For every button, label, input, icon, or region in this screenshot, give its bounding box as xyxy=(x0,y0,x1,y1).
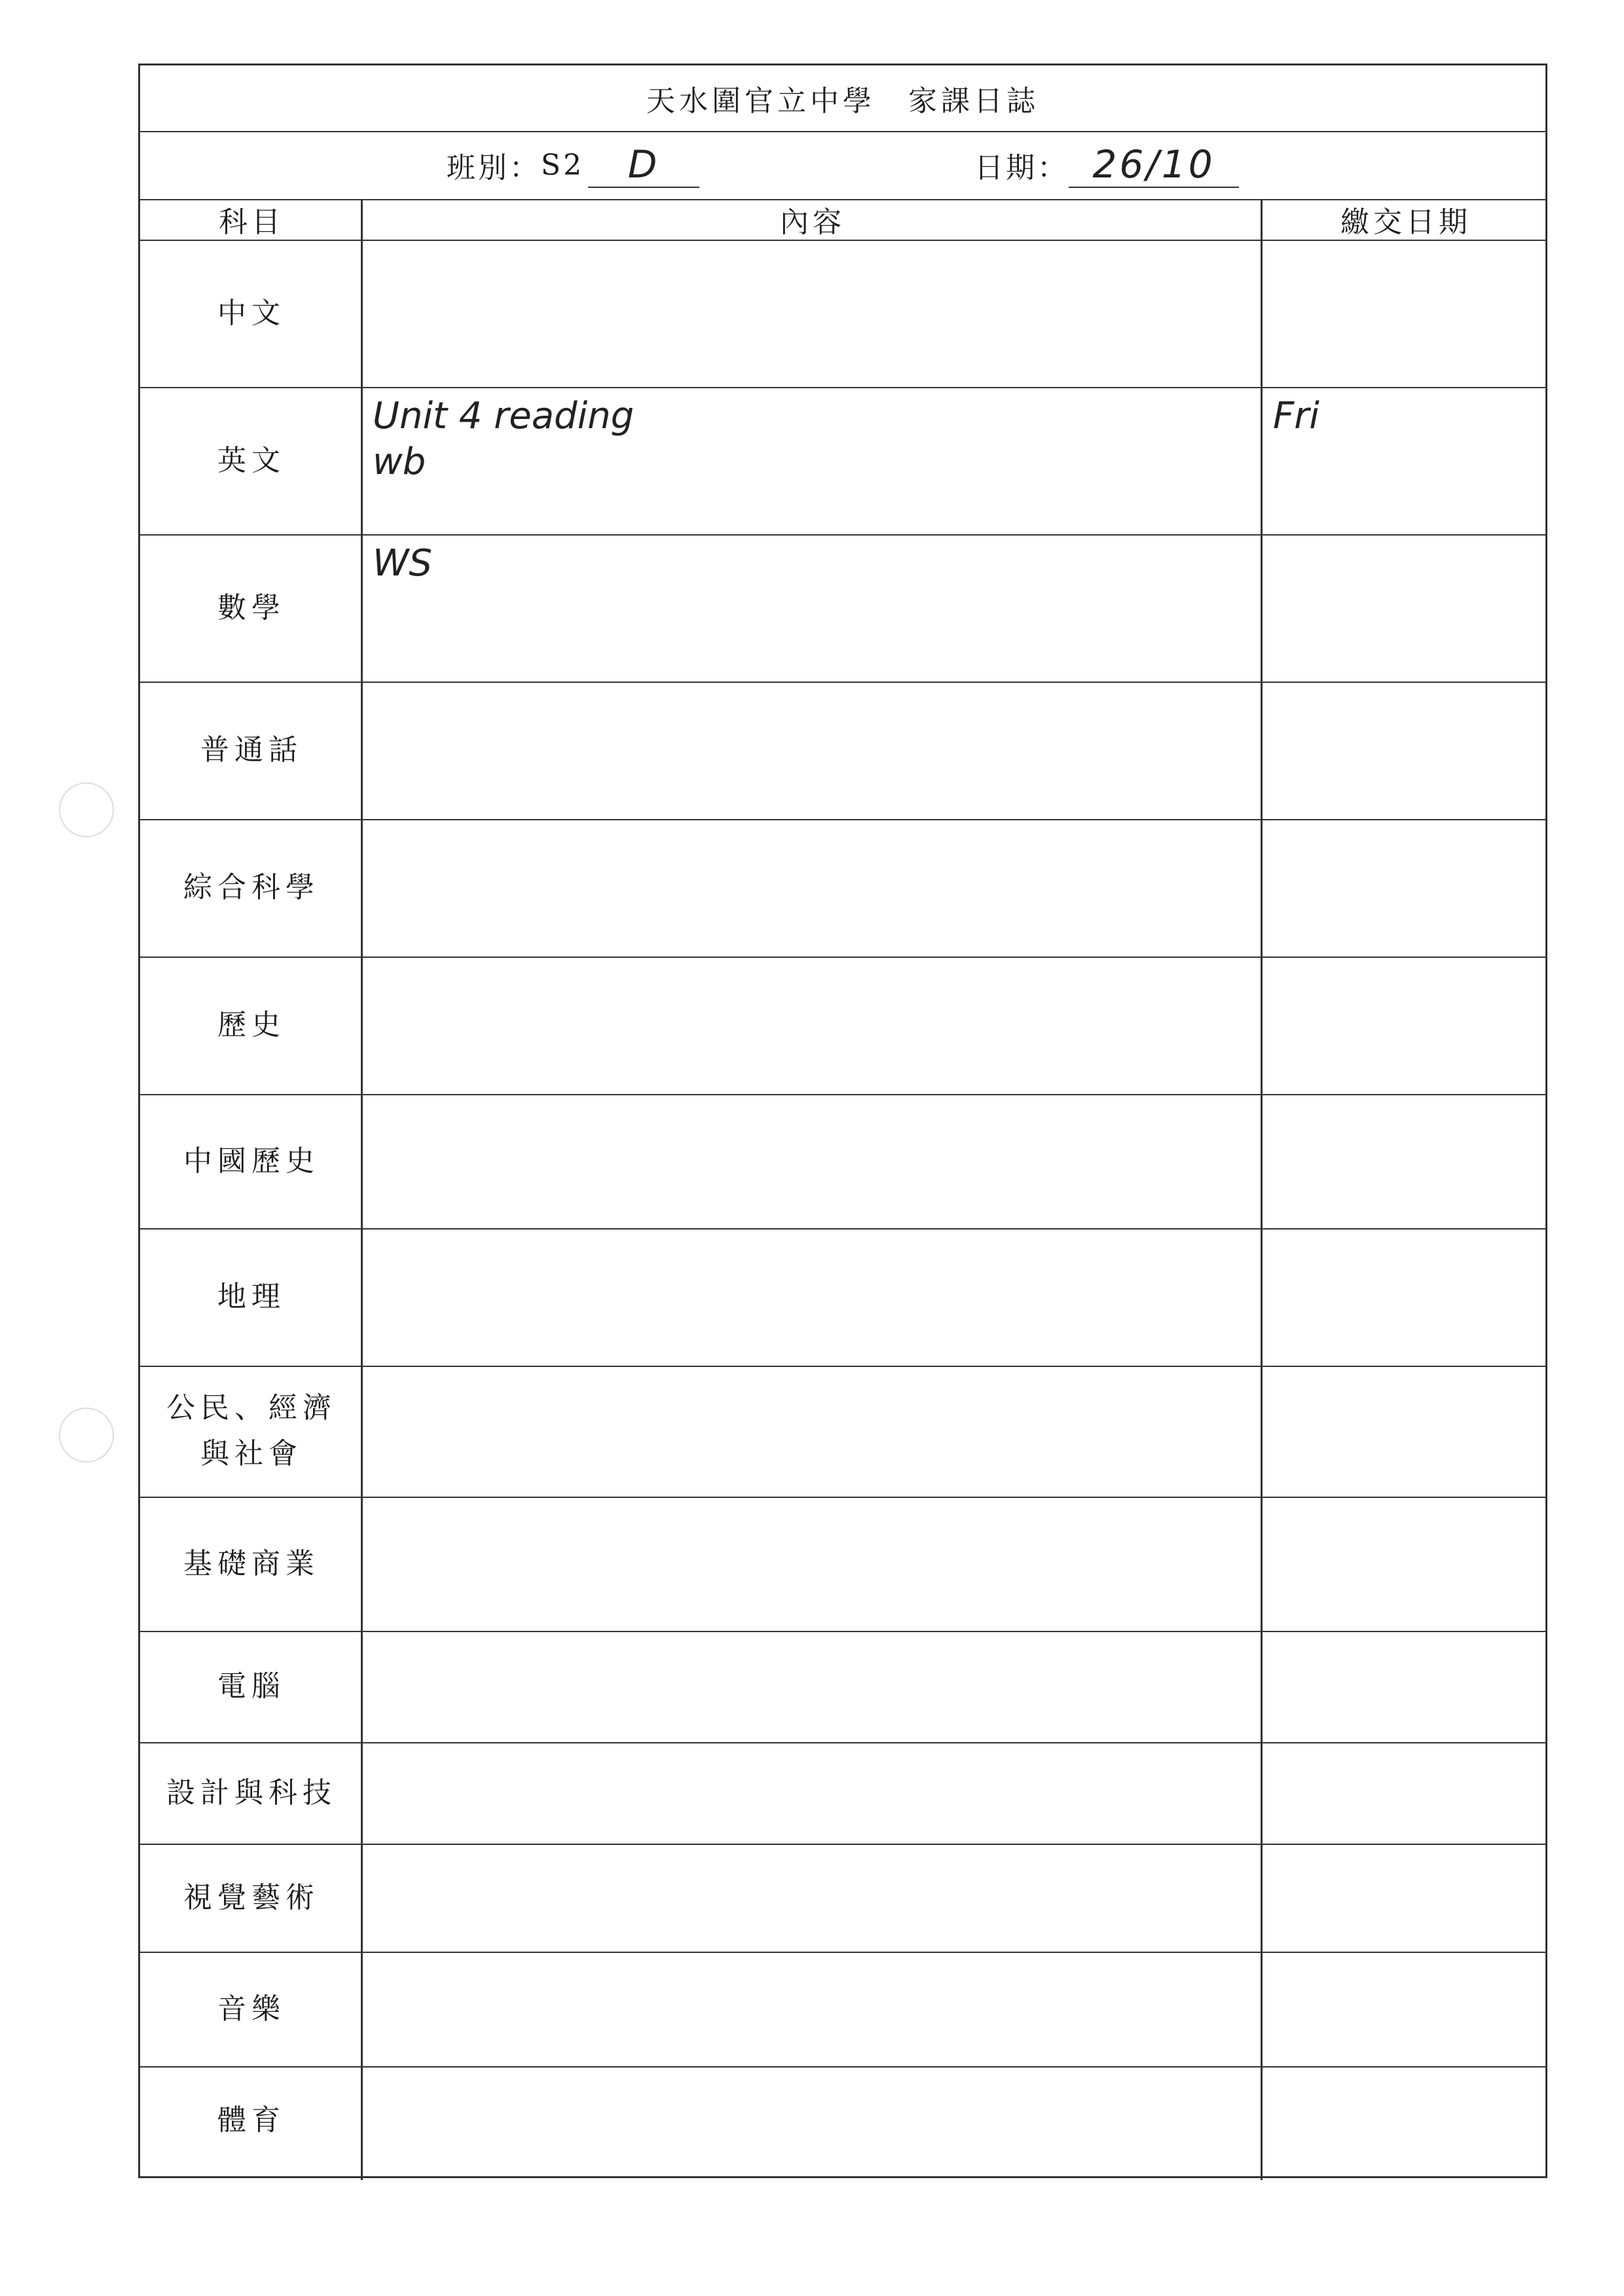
due-date-field[interactable] xyxy=(1273,1637,1535,1736)
class-label: 班別： xyxy=(446,151,541,185)
homework-content-field[interactable] xyxy=(373,246,1250,380)
date-label: 日期： xyxy=(974,151,1069,185)
homework-content-field[interactable] xyxy=(373,1101,1250,1222)
date-field[interactable]: 26/10 xyxy=(1069,142,1239,188)
subject-label: 數學 xyxy=(217,591,286,625)
homework-content-field[interactable] xyxy=(373,688,1250,812)
homework-content-field[interactable] xyxy=(373,1503,1250,1624)
class-prefix: S2 xyxy=(540,148,585,182)
due-date-field[interactable] xyxy=(1273,1101,1535,1222)
due-date-field[interactable] xyxy=(1273,541,1535,675)
homework-content-field[interactable] xyxy=(373,1637,1250,1736)
subject-label: 英文 xyxy=(217,443,286,477)
subject-label: 視覺藝術 xyxy=(183,1880,320,1914)
class-field[interactable]: D xyxy=(588,142,699,188)
subject-label: 基礎商業 xyxy=(183,1546,320,1580)
homework-content-field[interactable] xyxy=(373,1372,1250,1490)
due-date-field[interactable] xyxy=(1273,1372,1535,1490)
subject-label: 綜合科學 xyxy=(183,871,320,904)
due-date-field[interactable] xyxy=(1273,826,1535,950)
punch-hole xyxy=(59,1408,114,1463)
subject-label: 中文 xyxy=(217,296,286,330)
homework-content-field[interactable] xyxy=(373,1850,1250,1945)
due-date-field[interactable] xyxy=(1273,1503,1535,1624)
due-date-field[interactable] xyxy=(1273,963,1535,1087)
subject-label: 中國歷史 xyxy=(183,1144,320,1178)
subject-label: 普通話 xyxy=(200,733,303,767)
homework-diary-form xyxy=(138,64,1547,2178)
subject-label: 體育 xyxy=(217,2103,286,2137)
homework-content-field[interactable] xyxy=(373,1749,1250,1837)
due-date-field[interactable] xyxy=(1273,1749,1535,1837)
homework-content-field[interactable] xyxy=(373,963,1250,1087)
due-date-field[interactable] xyxy=(1273,246,1535,380)
homework-content-field[interactable] xyxy=(373,2073,1250,2168)
homework-content-field[interactable] xyxy=(373,826,1250,950)
homework-content-field[interactable] xyxy=(373,1958,1250,2060)
due-date-field[interactable] xyxy=(1273,1958,1535,2060)
header-due-date: 繳交日期 xyxy=(1340,206,1471,239)
due-date-field[interactable] xyxy=(1273,1235,1535,1359)
due-date-field[interactable] xyxy=(1273,1850,1535,1945)
subject-label: 地理 xyxy=(217,1280,286,1313)
due-date-field[interactable]: Fri xyxy=(1273,395,1320,437)
header-subject: 科目 xyxy=(219,206,284,239)
punch-hole xyxy=(59,782,114,837)
form-title: 天水圍官立中學 家課日誌 xyxy=(646,84,1039,118)
due-date-field[interactable] xyxy=(1273,688,1535,812)
due-date-field[interactable] xyxy=(1273,2073,1535,2168)
homework-content-field[interactable]: WS xyxy=(373,542,432,585)
subject-label: 公民、經濟 與社會 xyxy=(166,1391,337,1470)
subject-label: 歷史 xyxy=(217,1008,286,1042)
homework-content-field[interactable]: Unit 4 reading wb xyxy=(373,395,635,483)
subject-label: 電腦 xyxy=(217,1669,286,1703)
header-content: 內容 xyxy=(780,206,845,239)
info-row xyxy=(140,131,1545,199)
homework-content-field[interactable] xyxy=(373,1235,1250,1359)
subject-label: 設計與科技 xyxy=(166,1776,337,1810)
subject-label: 音樂 xyxy=(217,1992,286,2026)
